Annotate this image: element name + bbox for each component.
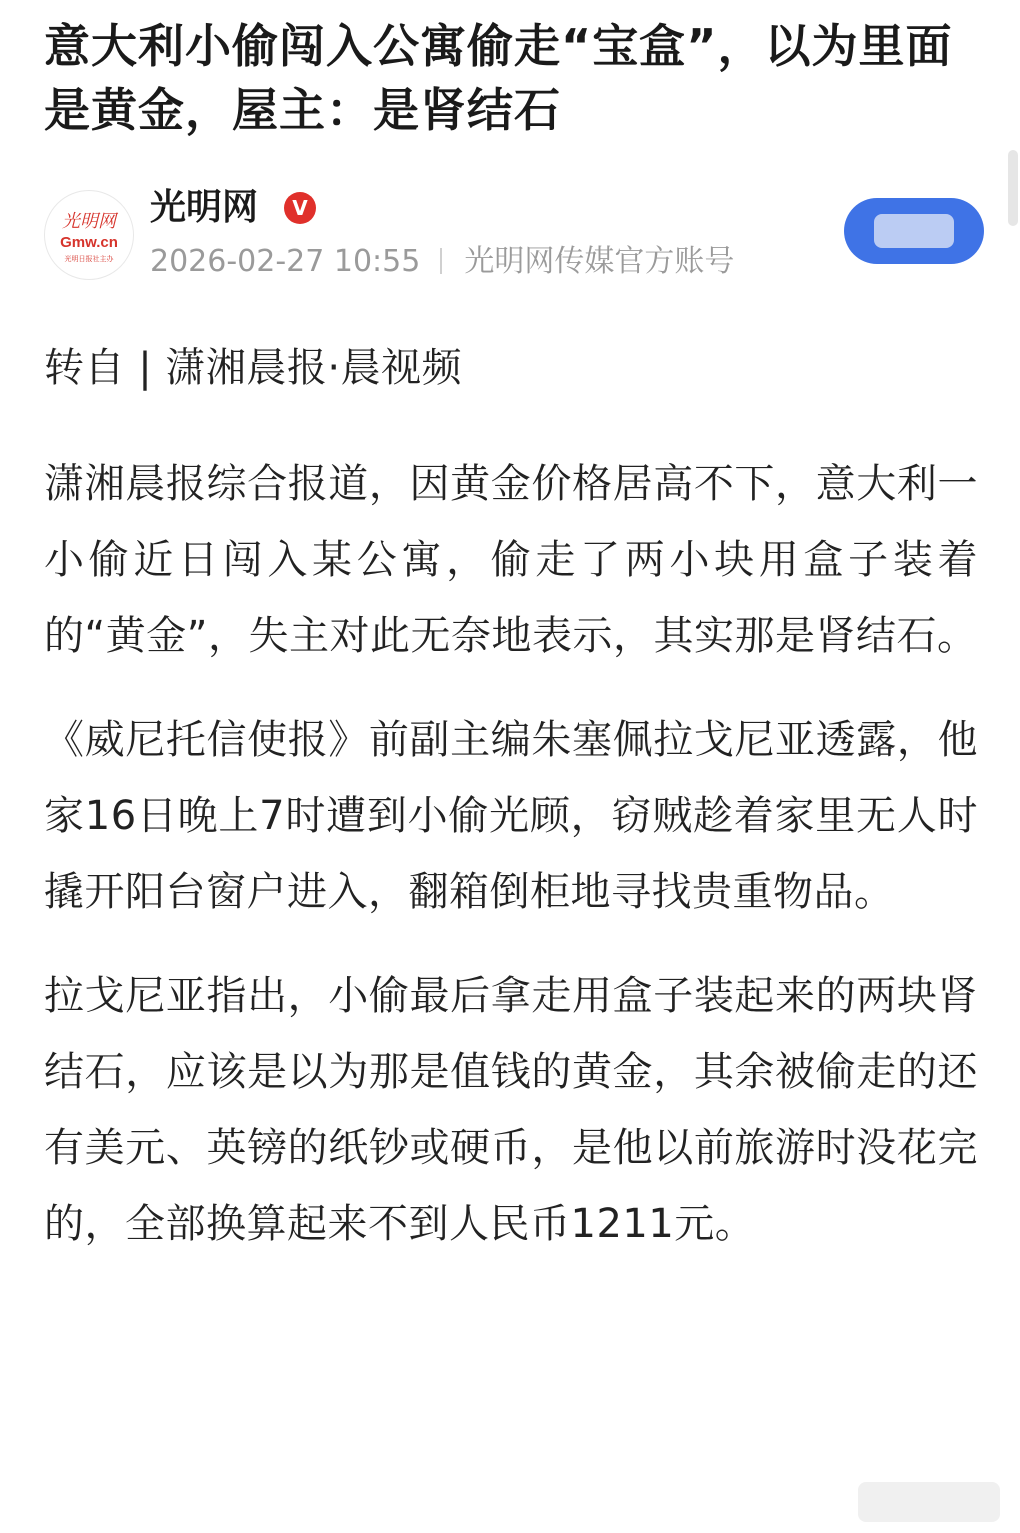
article: [44, 14, 978, 1290]
verified-badge-icon: V: [284, 192, 316, 224]
paragraph: 拉戈尼亚指出，小偷最后拿走用盒子装起来的两块肾结石，应该是以为那是值钱的黄金，其余被偷走的还有美元、英镑的纸钞或硬币，是他以前旅游时没花完的，全部换算起来不到人民币1211元。: [44, 973, 978, 1247]
author-row: [44, 184, 978, 294]
meta-divider: [440, 248, 442, 274]
article-meta: [150, 242, 734, 282]
scrollbar-thumb[interactable]: [1008, 150, 1018, 226]
paragraph: 《威尼托信使报》前副主编朱塞佩拉戈尼亚透露，他家16日晚上7时遭到小偷光顾，窃贼趁着家里无人时撬开阳台窗户进入，翻箱倒柜地寻找贵重物品。: [44, 717, 978, 915]
paragraph: 潇湘晨报综合报道，因黄金价格居高不下，意大利一小偷近日闯入某公寓，偷走了两小块用盒子装着的“黄金”，失主对此无奈地表示，其实那是肾结石。: [44, 461, 978, 659]
logo-text: 光明网: [62, 211, 116, 232]
author-name[interactable]: 光明网: [150, 187, 259, 228]
gmw-logo-icon: [45, 191, 133, 279]
publish-date: 2026-02-27 10:55: [150, 244, 421, 279]
follow-button[interactable]: [844, 198, 984, 264]
author-avatar[interactable]: [44, 190, 134, 280]
blurred-watermark: [858, 1482, 1000, 1522]
article-title: 意大利小偷闯入公寓偷走“宝盒”，以为里面是黄金，屋主：是肾结石: [44, 19, 953, 137]
logo-subtitle: 光明日报社主办: [64, 255, 114, 263]
logo-domain: Gmw.cn: [60, 234, 118, 251]
article-body: [44, 330, 978, 1262]
follow-button-blurred-label: [874, 214, 954, 248]
article-source: 转自 | 潇湘晨报·晨视频: [44, 345, 463, 391]
account-type: 光明网传媒官方账号: [464, 244, 735, 279]
